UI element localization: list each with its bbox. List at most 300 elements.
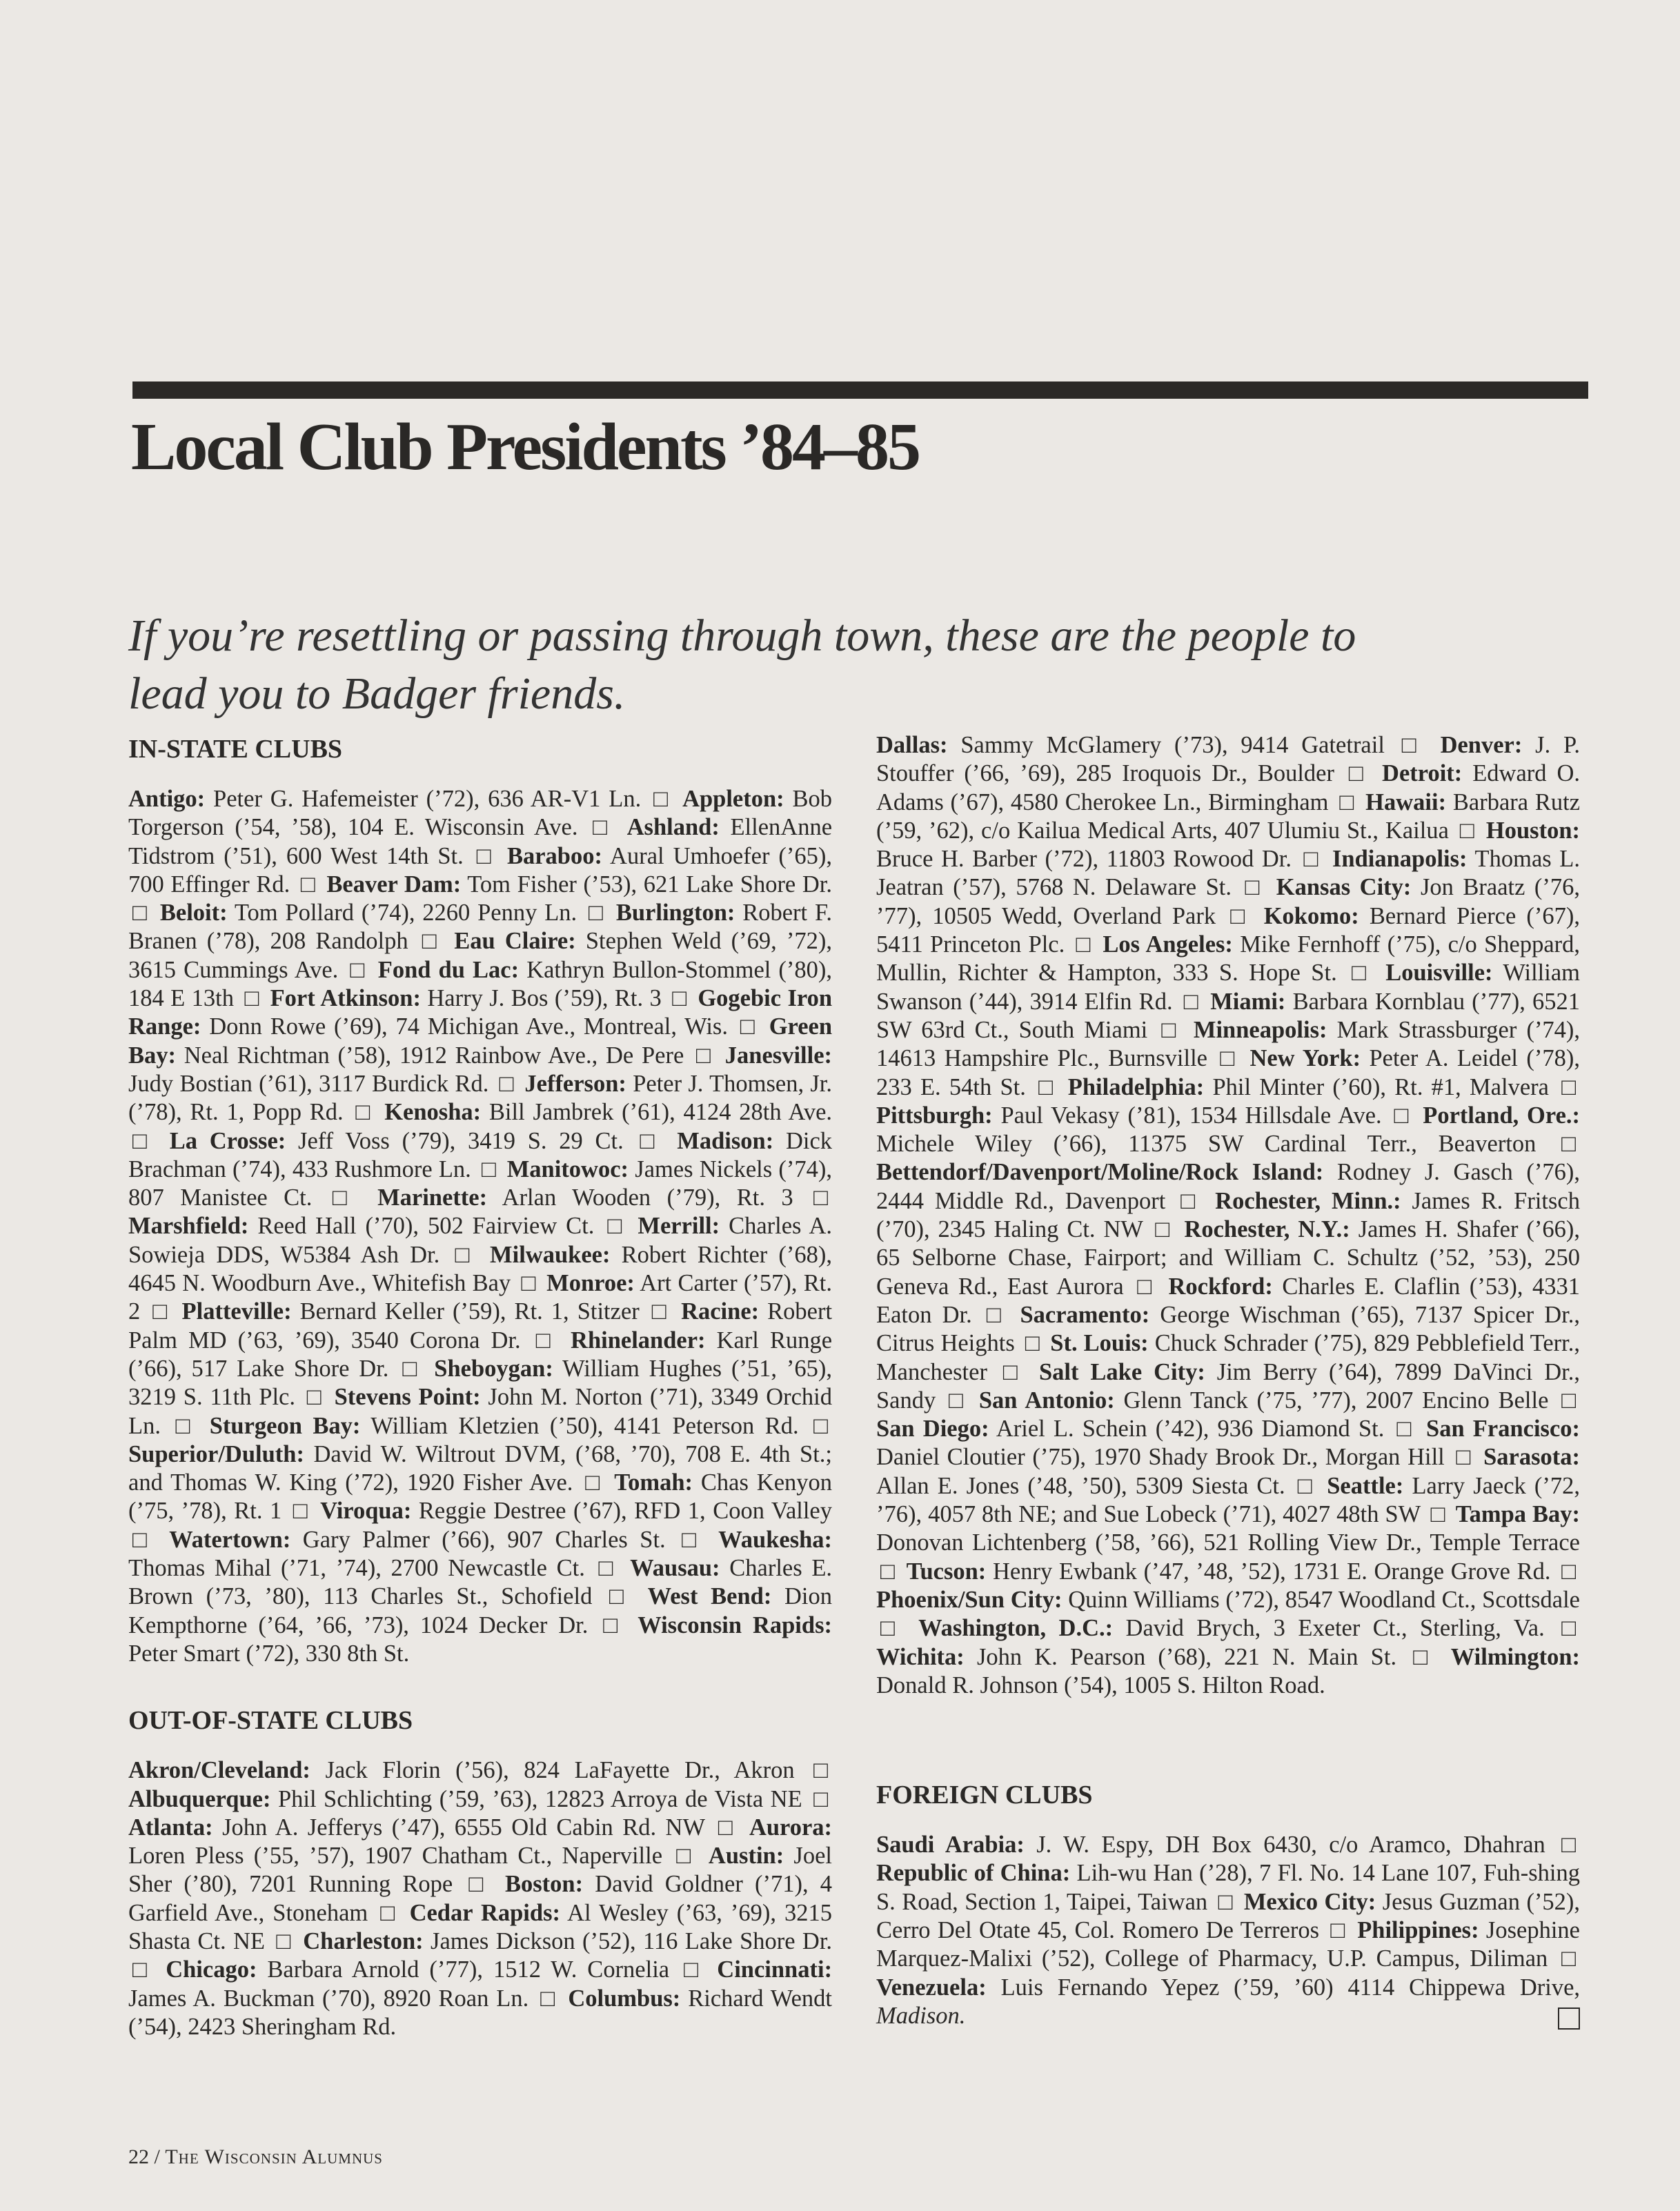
club-entry [876, 1644, 1396, 1670]
separator-square-icon: □ [588, 900, 605, 926]
club-name: Hawaii: [1365, 789, 1447, 815]
club-contact: Stephen Weld (’69, ’72), 3615 Cummings Ave. [128, 928, 833, 983]
club-contact: Gary Palmer (’66), 907 Charles St. [302, 1526, 666, 1553]
separator-square-icon: □ [1180, 1187, 1200, 1214]
club-contact: Daniel Cloutier (’75), 1970 Shady Brook Dr., Morgan Hill [876, 1444, 1445, 1471]
club-entry [876, 1587, 1580, 1613]
club-entry [979, 1387, 1549, 1414]
club-contact: Henry Ewbank (’47, ’48, ’52), 1731 E. Orange Grove Rd. [992, 1558, 1551, 1585]
club-name: Cedar Rapids: [409, 1899, 560, 1926]
club-contact: Josephine Marquez-Malixi (’52), College of Pharmacy, U.P. Campus, Diliman [876, 1916, 1580, 1972]
separator-square-icon: □ [1561, 1832, 1577, 1858]
club-name: Charleston: [303, 1927, 424, 1954]
club-name: Pittsburgh: [876, 1102, 993, 1129]
club-entry [182, 1298, 640, 1325]
club-name: Aurora: [749, 1814, 833, 1841]
club-list-foreign [876, 1831, 1580, 2030]
club-contact: Dick Brachman (’74), 433 Rushmore Ln. [128, 1127, 833, 1182]
club-name: Detroit: [1382, 760, 1463, 787]
club-name: Watertown: [169, 1526, 291, 1553]
club-name: Milwaukee: [490, 1241, 611, 1268]
club-contact: Judy Bostian (’61), 3117 Burdick Rd. [128, 1070, 489, 1097]
club-contact: Loren Pless (’55, ’57), 1907 Chatham Ct., Naperville [128, 1843, 663, 1870]
club-name: Cincinnati: [717, 1956, 833, 1983]
club-name: New York: [1249, 1045, 1361, 1072]
club-entry [210, 1413, 799, 1439]
club-name: St. Louis: [1050, 1330, 1149, 1357]
club-list-instate [128, 785, 832, 1668]
end-mark-square-icon [1558, 2007, 1580, 2030]
club-contact: J. W. Espy, DH Box 6430, c/o Aramco, Dhahran [1036, 1832, 1545, 1858]
separator-square-icon: □ [1038, 1073, 1056, 1100]
club-name: Atlanta: [128, 1814, 213, 1841]
club-name: Austin: [708, 1843, 784, 1870]
separator-square-icon: □ [1561, 1073, 1577, 1100]
separator-square-icon: □ [293, 1498, 309, 1525]
club-contact: Larry Jaeck (’72, ’76), 4057 8th NE; and Sue Lobeck (’71), 4027 48th SW [876, 1472, 1581, 1528]
club-contact: Mark Strassburger (’74), 14613 Hampshire Plc., Burnsville [876, 1016, 1581, 1072]
club-contact: David Brych, 3 Exeter Ct., Sterling, Va. [1125, 1615, 1545, 1642]
club-contact: Robert F. Branen (’78), 208 Randolph [128, 900, 833, 955]
separator-square-icon: □ [1025, 1330, 1040, 1357]
club-contact: Barbara Arnold (’77), 1512 W. Cornelia [267, 1956, 670, 1983]
separator-square-icon: □ [651, 1298, 669, 1325]
club-contact: Jon Braatz (’76, ’77), 10505 Wedd, Overland Park [876, 874, 1581, 929]
club-name: Republic of China: [876, 1860, 1071, 1887]
club-name: Portland, Ore.: [1423, 1102, 1581, 1129]
separator-square-icon: □ [1456, 1444, 1472, 1471]
club-name: Racine: [681, 1298, 760, 1325]
section-heading-instate: IN-STATE CLUBS [128, 735, 343, 764]
club-name: Madison: [677, 1127, 774, 1154]
separator-square-icon: □ [132, 1127, 153, 1154]
club-name: Dallas: [876, 732, 948, 758]
club-name: Kokomo: [1263, 902, 1359, 929]
club-name: Rhinelander: [571, 1327, 706, 1354]
club-contact: Al Wesley (’63, ’69), 3215 Shasta Ct. NE [128, 1899, 832, 1954]
club-contact: Harry J. Bos (’59), Rt. 3 [427, 985, 662, 1012]
club-contact: Sammy McGlamery (’73), 9414 Gatetrail [960, 732, 1385, 758]
club-entry [160, 900, 577, 926]
club-contact: Charles E. Brown (’73, ’80), 113 Charles St., Schofield [128, 1555, 833, 1610]
club-contact: Phil Schlichting (’59, ’63), 12823 Arroya de Vista NE [277, 1785, 802, 1812]
club-entry [169, 1527, 666, 1553]
separator-square-icon: □ [332, 1184, 357, 1211]
club-contact: Donovan Lichtenberg (’58, ’66), 521 Rolling View Dr., Temple Terrace [876, 1529, 1580, 1556]
club-contact: Peter J. Thomsen, Jr. (’78), Rt. 1, Popp Rd. [128, 1070, 833, 1126]
club-contact: James H. Shafer (’66), 65 Selborne Chase, Fairport; and William C. Schultz (’52, ’53), 250 Geneva Rd., East Aurora [876, 1216, 1581, 1300]
separator-square-icon: □ [455, 1241, 475, 1268]
club-name: West Bend: [647, 1583, 772, 1610]
left-column [128, 731, 832, 2041]
club-name: Houston: [1485, 817, 1581, 844]
club-name: Tucson: [906, 1558, 987, 1585]
club-entry [1068, 1074, 1549, 1100]
club-name: Wisconsin Rapids: [638, 1612, 832, 1638]
club-name: Minneapolis: [1193, 1016, 1327, 1043]
club-contact: David W. Wiltrout DVM, (’68, ’70), 708 E. 4th St.; and Thomas W. King (’72), 1920 Fisher Ave. [128, 1440, 833, 1496]
separator-square-icon: □ [1245, 874, 1263, 901]
separator-square-icon: □ [603, 1612, 623, 1638]
separator-square-icon: □ [499, 1070, 515, 1097]
club-contact: Charles E. Claflin (’53), 4331 Eaton Dr. [876, 1273, 1581, 1328]
club-name: Bettendorf/Davenport/Moline/Rock Island: [876, 1159, 1324, 1186]
club-contact: John M. Norton (’71), 3349 Orchid Ln. [128, 1384, 833, 1439]
club-contact: Paul Vekasy (’81), 1534 Hillsdale Ave. [1000, 1102, 1382, 1129]
separator-square-icon: □ [1137, 1273, 1155, 1300]
club-name: Washington, D.C.: [918, 1615, 1114, 1642]
club-contact: J. P. Stouffer (’66, ’69), 285 Iroquois Dr., Boulder [876, 732, 1581, 787]
club-name: Merrill: [638, 1213, 720, 1240]
club-name: Sarasota: [1483, 1444, 1580, 1471]
club-entry [876, 1102, 1382, 1129]
separator-square-icon: □ [300, 871, 316, 898]
club-entry [377, 1184, 793, 1211]
club-name: Beaver Dam: [326, 871, 462, 898]
club-name: Monroe: [546, 1270, 635, 1297]
club-contact: Karl Runge (’66), 517 Lake Shore Dr. [128, 1327, 833, 1382]
club-contact: Joel Sher (’80), 7201 Running Rope [128, 1843, 832, 1898]
separator-square-icon: □ [609, 1583, 631, 1610]
club-entry [876, 732, 1385, 758]
club-contact: Bob Torgerson (’54, ’58), 104 E. Wisconsin Ave. [128, 786, 833, 841]
club-contact: James R. Fritsch (’70), 2345 Haling Ct. NW [876, 1187, 1580, 1243]
club-name: Ashland: [626, 814, 720, 841]
club-contact: Ariel L. Schein (’42), 936 Diamond St. [996, 1416, 1385, 1442]
separator-square-icon: □ [521, 1270, 536, 1297]
club-contact: Mike Fernhoff (’75), c/o Sheppard, Mullin, Richter & Hampton, 333 S. Hope St. [876, 931, 1580, 986]
club-name: Viroqua: [320, 1498, 412, 1525]
club-contact: Jack Florin (’56), 824 LaFayette Dr., Akron [325, 1757, 795, 1784]
separator-square-icon: □ [1561, 1131, 1577, 1158]
club-contact: Peter A. Leidel (’78), 233 E. 54th St. [876, 1045, 1580, 1100]
club-entry [166, 1956, 669, 1983]
separator-square-icon: □ [132, 1526, 153, 1553]
club-contact: Reggie Destree (’67), RFD 1, Coon Valley [418, 1498, 832, 1525]
club-contact: Thomas L. Jeatran (’57), 5768 N. Delaware St. [876, 846, 1580, 901]
club-entry [270, 985, 662, 1011]
club-name: Indianapolis: [1332, 846, 1467, 873]
separator-square-icon: □ [949, 1387, 967, 1414]
club-contact: EllenAnne Tidstrom (’51), 600 West 14th St. [128, 814, 833, 869]
club-contact: Phil Minter (’60), Rt. #1, Malvera [1212, 1073, 1549, 1100]
club-contact: Donn Rowe (’69), 74 Michigan Ave., Montreal, Wis. [209, 1013, 728, 1040]
club-name: Fond du Lac: [377, 956, 520, 983]
club-name: Chicago: [166, 1956, 257, 1983]
club-entry [128, 1786, 802, 1812]
separator-square-icon: □ [1339, 789, 1355, 815]
separator-square-icon: □ [1561, 1945, 1577, 1972]
separator-square-icon: □ [813, 1785, 829, 1812]
separator-square-icon: □ [1348, 760, 1368, 787]
club-contact: Thomas Mihal (’71, ’74), 2700 Newcastle Ct. [128, 1555, 585, 1582]
club-entry [128, 1814, 704, 1841]
club-contact: Dion Kempthorne (’64, ’66, ’73), 1024 Decker Dr. [128, 1583, 833, 1638]
club-contact: James A. Buckman (’70), 8920 Roan Ln. [128, 1985, 529, 2012]
separator-square-icon: □ [540, 1985, 557, 2012]
separator-square-icon: □ [1561, 1615, 1577, 1642]
club-list-outstate-part2 [876, 731, 1580, 1700]
separator-square-icon: □ [718, 1814, 736, 1841]
club-entry [907, 1558, 1551, 1585]
club-name: Janesville: [724, 1042, 833, 1069]
separator-square-icon: □ [813, 1757, 829, 1784]
title-rule [132, 381, 1588, 399]
club-entry [320, 1498, 832, 1524]
club-name: San Antonio: [978, 1387, 1115, 1414]
separator-square-icon: □ [1230, 902, 1249, 929]
club-name: San Diego: [876, 1416, 989, 1442]
separator-square-icon: □ [132, 1956, 152, 1983]
separator-square-icon: □ [132, 900, 149, 926]
section-heading-outstate: OUT-OF-STATE CLUBS [128, 1706, 413, 1736]
club-name: San Francisco: [1426, 1416, 1581, 1442]
club-name: Baraboo: [506, 842, 602, 869]
club-name: Wausau: [630, 1555, 720, 1582]
separator-square-icon: □ [1401, 732, 1423, 758]
magazine-name: The Wisconsin Alumnus [165, 2145, 383, 2168]
club-name: Tampa Bay: [1455, 1501, 1581, 1528]
separator-square-icon: □ [880, 1615, 902, 1642]
club-name: Sturgeon Bay: [209, 1412, 361, 1439]
club-contact: Robert Palm MD (’63, ’69), 3540 Corona Dr. [128, 1298, 833, 1354]
club-name: Eau Claire: [454, 928, 576, 955]
club-name: Kansas City: [1276, 874, 1412, 901]
club-name: La Crosse: [169, 1127, 286, 1154]
club-name: Antigo: [128, 786, 206, 812]
separator-square-icon: □ [482, 1156, 497, 1182]
club-contact: Edward O. Adams (’67), 4580 Cherokee Ln., Birmingham [876, 760, 1580, 815]
club-name: Platteville: [181, 1298, 292, 1325]
club-contact: Donald R. Johnson (’54), 1005 S. Hilton Road. [876, 1672, 1325, 1698]
separator-square-icon: □ [653, 786, 671, 812]
club-contact: David Goldner (’71), 4 Garfield Ave., Stoneham [128, 1871, 833, 1926]
separator-square-icon: □ [1430, 1501, 1445, 1528]
club-entry [876, 1416, 1384, 1442]
club-contact: Neal Richtman (’58), 1912 Rainbow Ave., De Pere [184, 1042, 684, 1069]
separator-square-icon: □ [813, 1412, 829, 1439]
separator-square-icon: □ [1076, 931, 1092, 958]
club-name: Marinette: [377, 1184, 488, 1211]
club-contact: Peter Smart (’72), 330 8th St. [128, 1640, 410, 1667]
club-name: Denver: [1440, 732, 1523, 758]
separator-square-icon: □ [1303, 846, 1321, 873]
club-contact: Bernard Keller (’59), Rt. 1, Stitzer [299, 1298, 640, 1325]
separator-square-icon: □ [607, 1213, 625, 1240]
club-name: Mexico City: [1243, 1888, 1376, 1915]
club-contact: Barbara Kornblau (’77), 6521 SW 63rd Ct., South Miami [876, 988, 1581, 1043]
club-contact: Bruce H. Barber (’72), 11803 Rowood Dr. [876, 846, 1292, 873]
separator-square-icon: □ [740, 1013, 757, 1040]
club-contact: William Hughes (’51, ’65), 3219 S. 11th Plc. [128, 1355, 833, 1411]
separator-square-icon: □ [1413, 1643, 1434, 1670]
club-contact: George Wischman (’65), 7137 Spicer Dr., Citrus Heights [876, 1301, 1581, 1357]
club-name: Rochester, N.Y.: [1184, 1216, 1350, 1243]
separator-square-icon: □ [1561, 1558, 1577, 1585]
page-footer [128, 2145, 383, 2169]
closing-city: Madison. [876, 2002, 966, 2029]
club-contact: James Dickson (’52), 116 Lake Shore Dr. [431, 1927, 833, 1954]
club-name: Louisville: [1385, 960, 1493, 986]
club-entry [918, 1615, 1545, 1641]
club-entry [128, 1757, 795, 1783]
separator-square-icon: □ [813, 1184, 829, 1211]
club-name: Akron/Cleveland: [128, 1757, 310, 1784]
separator-square-icon: □ [276, 1927, 292, 1954]
separator-square-icon: □ [1330, 1916, 1346, 1943]
club-contact: Chuck Schrader (’75), 829 Pebblefield Terr., Manchester [876, 1330, 1580, 1385]
separator-square-icon: □ [1297, 1472, 1315, 1499]
separator-square-icon: □ [1394, 1102, 1411, 1129]
club-contact: Peter G. Hafemeister (’72), 636 AR-V1 Ln. [213, 786, 642, 812]
club-contact: Reed Hall (’70), 502 Fairview Ct. [257, 1213, 595, 1240]
club-contact: Aural Umhoefer (’65), 700 Effinger Rd. [128, 842, 833, 898]
separator-square-icon: □ [880, 1558, 896, 1585]
club-name: Manitowoc: [506, 1156, 629, 1182]
club-name: Jefferson: [524, 1070, 626, 1097]
separator-square-icon: □ [1459, 817, 1475, 844]
separator-square-icon: □ [175, 1412, 195, 1439]
separator-square-icon: □ [1561, 1387, 1577, 1414]
club-name: Appleton: [682, 786, 784, 812]
separator-square-icon: □ [402, 1355, 421, 1382]
club-name: Saudi Arabia: [876, 1832, 1025, 1858]
separator-square-icon: □ [676, 1843, 695, 1870]
club-entry [876, 1832, 1545, 1858]
club-contact: Barbara Rutz (’59, ’62), c/o Kailua Medical Arts, 407 Ulumiu St., Kailua [876, 789, 1581, 844]
club-contact: William Swanson (’44), 3914 Elfin Rd. [876, 960, 1580, 1015]
club-name: Waukesha: [718, 1526, 833, 1553]
club-list-outstate-part1 [128, 1756, 832, 2041]
club-name: Philippines: [1357, 1916, 1479, 1943]
separator-square-icon: □ [476, 842, 494, 869]
club-entry [326, 871, 832, 898]
club-name: Venezuela: [876, 1974, 987, 2001]
right-column [876, 731, 1580, 2030]
separator-square-icon: □ [1161, 1016, 1180, 1043]
club-contact: Robert Richter (’68), 4645 N. Woodburn Ave., Whitefish Bay [128, 1241, 833, 1297]
club-name: Kenosha: [384, 1099, 482, 1126]
club-contact: Rodney J. Gasch (’76), 2444 Middle Rd., Davenport [876, 1159, 1580, 1214]
separator-square-icon: □ [1218, 1888, 1234, 1915]
club-contact: John A. Jefferys (’47), 6555 Old Cabin Rd. NW [222, 1814, 705, 1841]
club-name: Gogebic Iron Range: [128, 985, 833, 1040]
page-subtitle: If you’re resettling or passing through town, these are the people to lead you to Badger friends. [128, 611, 1356, 719]
club-contact: Lih-wu Han (’28), 7 Fl. No. 14 Lane 107, Fuh-shing S. Road, Section 1, Taipei, Taiwan [876, 1860, 1580, 1915]
club-contact: James Nickels (’74), 807 Manistee Ct. [128, 1156, 833, 1211]
club-contact: Luis Fernando Yepez (’59, ’60) 4114 Chippewa Drive, [1000, 1974, 1581, 2001]
club-contact: William Kletzien (’50), 4141 Peterson Rd. [370, 1412, 799, 1439]
club-name: Los Angeles: [1103, 931, 1233, 958]
club-name: Columbus: [568, 1985, 681, 2012]
club-name: Wilmington: [1450, 1643, 1580, 1670]
club-name: Sacramento: [1020, 1301, 1150, 1328]
club-contact: Allan E. Jones (’48, ’50), 5309 Siesta Ct. [876, 1472, 1285, 1499]
separator-square-icon: □ [585, 1469, 602, 1496]
club-contact: Michele Wiley (’66), 11375 SW Cardinal Terr., Beaverton [876, 1131, 1536, 1158]
separator-square-icon: □ [306, 1384, 323, 1411]
page-number: 22 / [128, 2145, 160, 2168]
club-name: Marshfield: [128, 1213, 249, 1240]
club-entry [384, 1099, 832, 1125]
separator-square-icon: □ [1220, 1045, 1238, 1072]
club-name: Boston: [504, 1871, 584, 1898]
club-contact: Jesus Guzman (’52), Cerro Del Otate 45, Col. Romero De Terreros [876, 1888, 1581, 1943]
club-name: Seattle: [1327, 1472, 1404, 1499]
club-entry [128, 786, 641, 812]
separator-square-icon: □ [682, 1526, 702, 1553]
separator-square-icon: □ [598, 1555, 617, 1582]
separator-square-icon: □ [535, 1327, 555, 1354]
club-name: Rockford: [1168, 1273, 1273, 1300]
club-name: Wichita: [876, 1643, 965, 1670]
club-contact: Richard Wendt (’54), 2423 Sheringham Rd. [128, 1985, 832, 2040]
club-name: Tomah: [614, 1469, 693, 1496]
club-name: Philadelphia: [1067, 1073, 1205, 1100]
separator-square-icon: □ [244, 985, 260, 1012]
club-contact: Jim Berry (’64), 7899 DaVinci Dr., Sandy [876, 1358, 1581, 1414]
separator-square-icon: □ [986, 1301, 1006, 1328]
club-name: Sheboygan: [434, 1355, 553, 1382]
separator-square-icon: □ [1002, 1358, 1024, 1385]
separator-square-icon: □ [1155, 1216, 1172, 1243]
separator-square-icon: □ [468, 1871, 489, 1898]
club-contact: Bernard Pierce (’67), 5411 Princeton Plc. [876, 902, 1581, 958]
club-contact: Jeff Voss (’79), 3419 S. 29 Ct. [298, 1127, 624, 1154]
club-name: Burlington: [615, 900, 735, 926]
club-entry [303, 1928, 832, 1954]
club-contact: Charles A. Sowieja DDS, W5384 Ash Dr. [128, 1213, 833, 1268]
separator-square-icon: □ [380, 1899, 397, 1926]
club-entry [876, 1974, 1580, 2001]
club-name: Green Bay: [128, 1013, 833, 1069]
club-name: Beloit: [159, 900, 228, 926]
club-name: Stevens Point: [334, 1384, 481, 1411]
separator-square-icon: □ [350, 956, 366, 983]
club-contact: Tom Pollard (’74), 2260 Penny Ln. [234, 900, 577, 926]
separator-square-icon: □ [684, 1956, 703, 1983]
club-contact: Quinn Williams (’72), 8547 Woodland Ct., Scottsdale [1068, 1586, 1580, 1613]
separator-square-icon: □ [672, 985, 687, 1012]
club-contact: Kathryn Bullon-Stommel (’80), 184 E 13th [128, 956, 833, 1012]
club-name: Albuquerque: [128, 1785, 271, 1812]
club-name: Salt Lake City: [1038, 1358, 1205, 1385]
separator-square-icon: □ [1396, 1416, 1414, 1442]
club-name: Phoenix/Sun City: [876, 1586, 1063, 1613]
club-contact: Chas Kenyon (’75, ’78), Rt. 1 [128, 1469, 833, 1525]
separator-square-icon: □ [152, 1298, 170, 1325]
club-contact: Tom Fisher (’53), 621 Lake Shore Dr. [467, 871, 833, 898]
separator-square-icon: □ [696, 1042, 713, 1069]
club-name: Miami: [1210, 988, 1286, 1015]
club-contact: John K. Pearson (’68), 221 N. Main St. [976, 1643, 1397, 1670]
club-name: Fort Atkinson: [270, 985, 421, 1012]
separator-square-icon: □ [1352, 960, 1371, 986]
section-heading-foreign: FOREIGN CLUBS [876, 1781, 1093, 1810]
club-entry [128, 1213, 594, 1239]
separator-square-icon: □ [593, 814, 612, 841]
club-name: Rochester, Minn.: [1215, 1187, 1401, 1214]
separator-square-icon: □ [1183, 988, 1200, 1015]
separator-square-icon: □ [640, 1127, 661, 1154]
club-contact: Art Carter (’57), Rt. 2 [128, 1270, 833, 1325]
separator-square-icon: □ [422, 928, 441, 955]
club-contact: Bill Jambrek (’61), 4124 28th Ave. [488, 1099, 833, 1126]
page-title: Local Club Presidents ’84–85 [131, 410, 919, 484]
club-name: Superior/Duluth: [128, 1440, 304, 1467]
club-contact: Glenn Tanck (’75, ’77), 2007 Encino Belle [1123, 1387, 1549, 1414]
club-entry [170, 1128, 624, 1154]
